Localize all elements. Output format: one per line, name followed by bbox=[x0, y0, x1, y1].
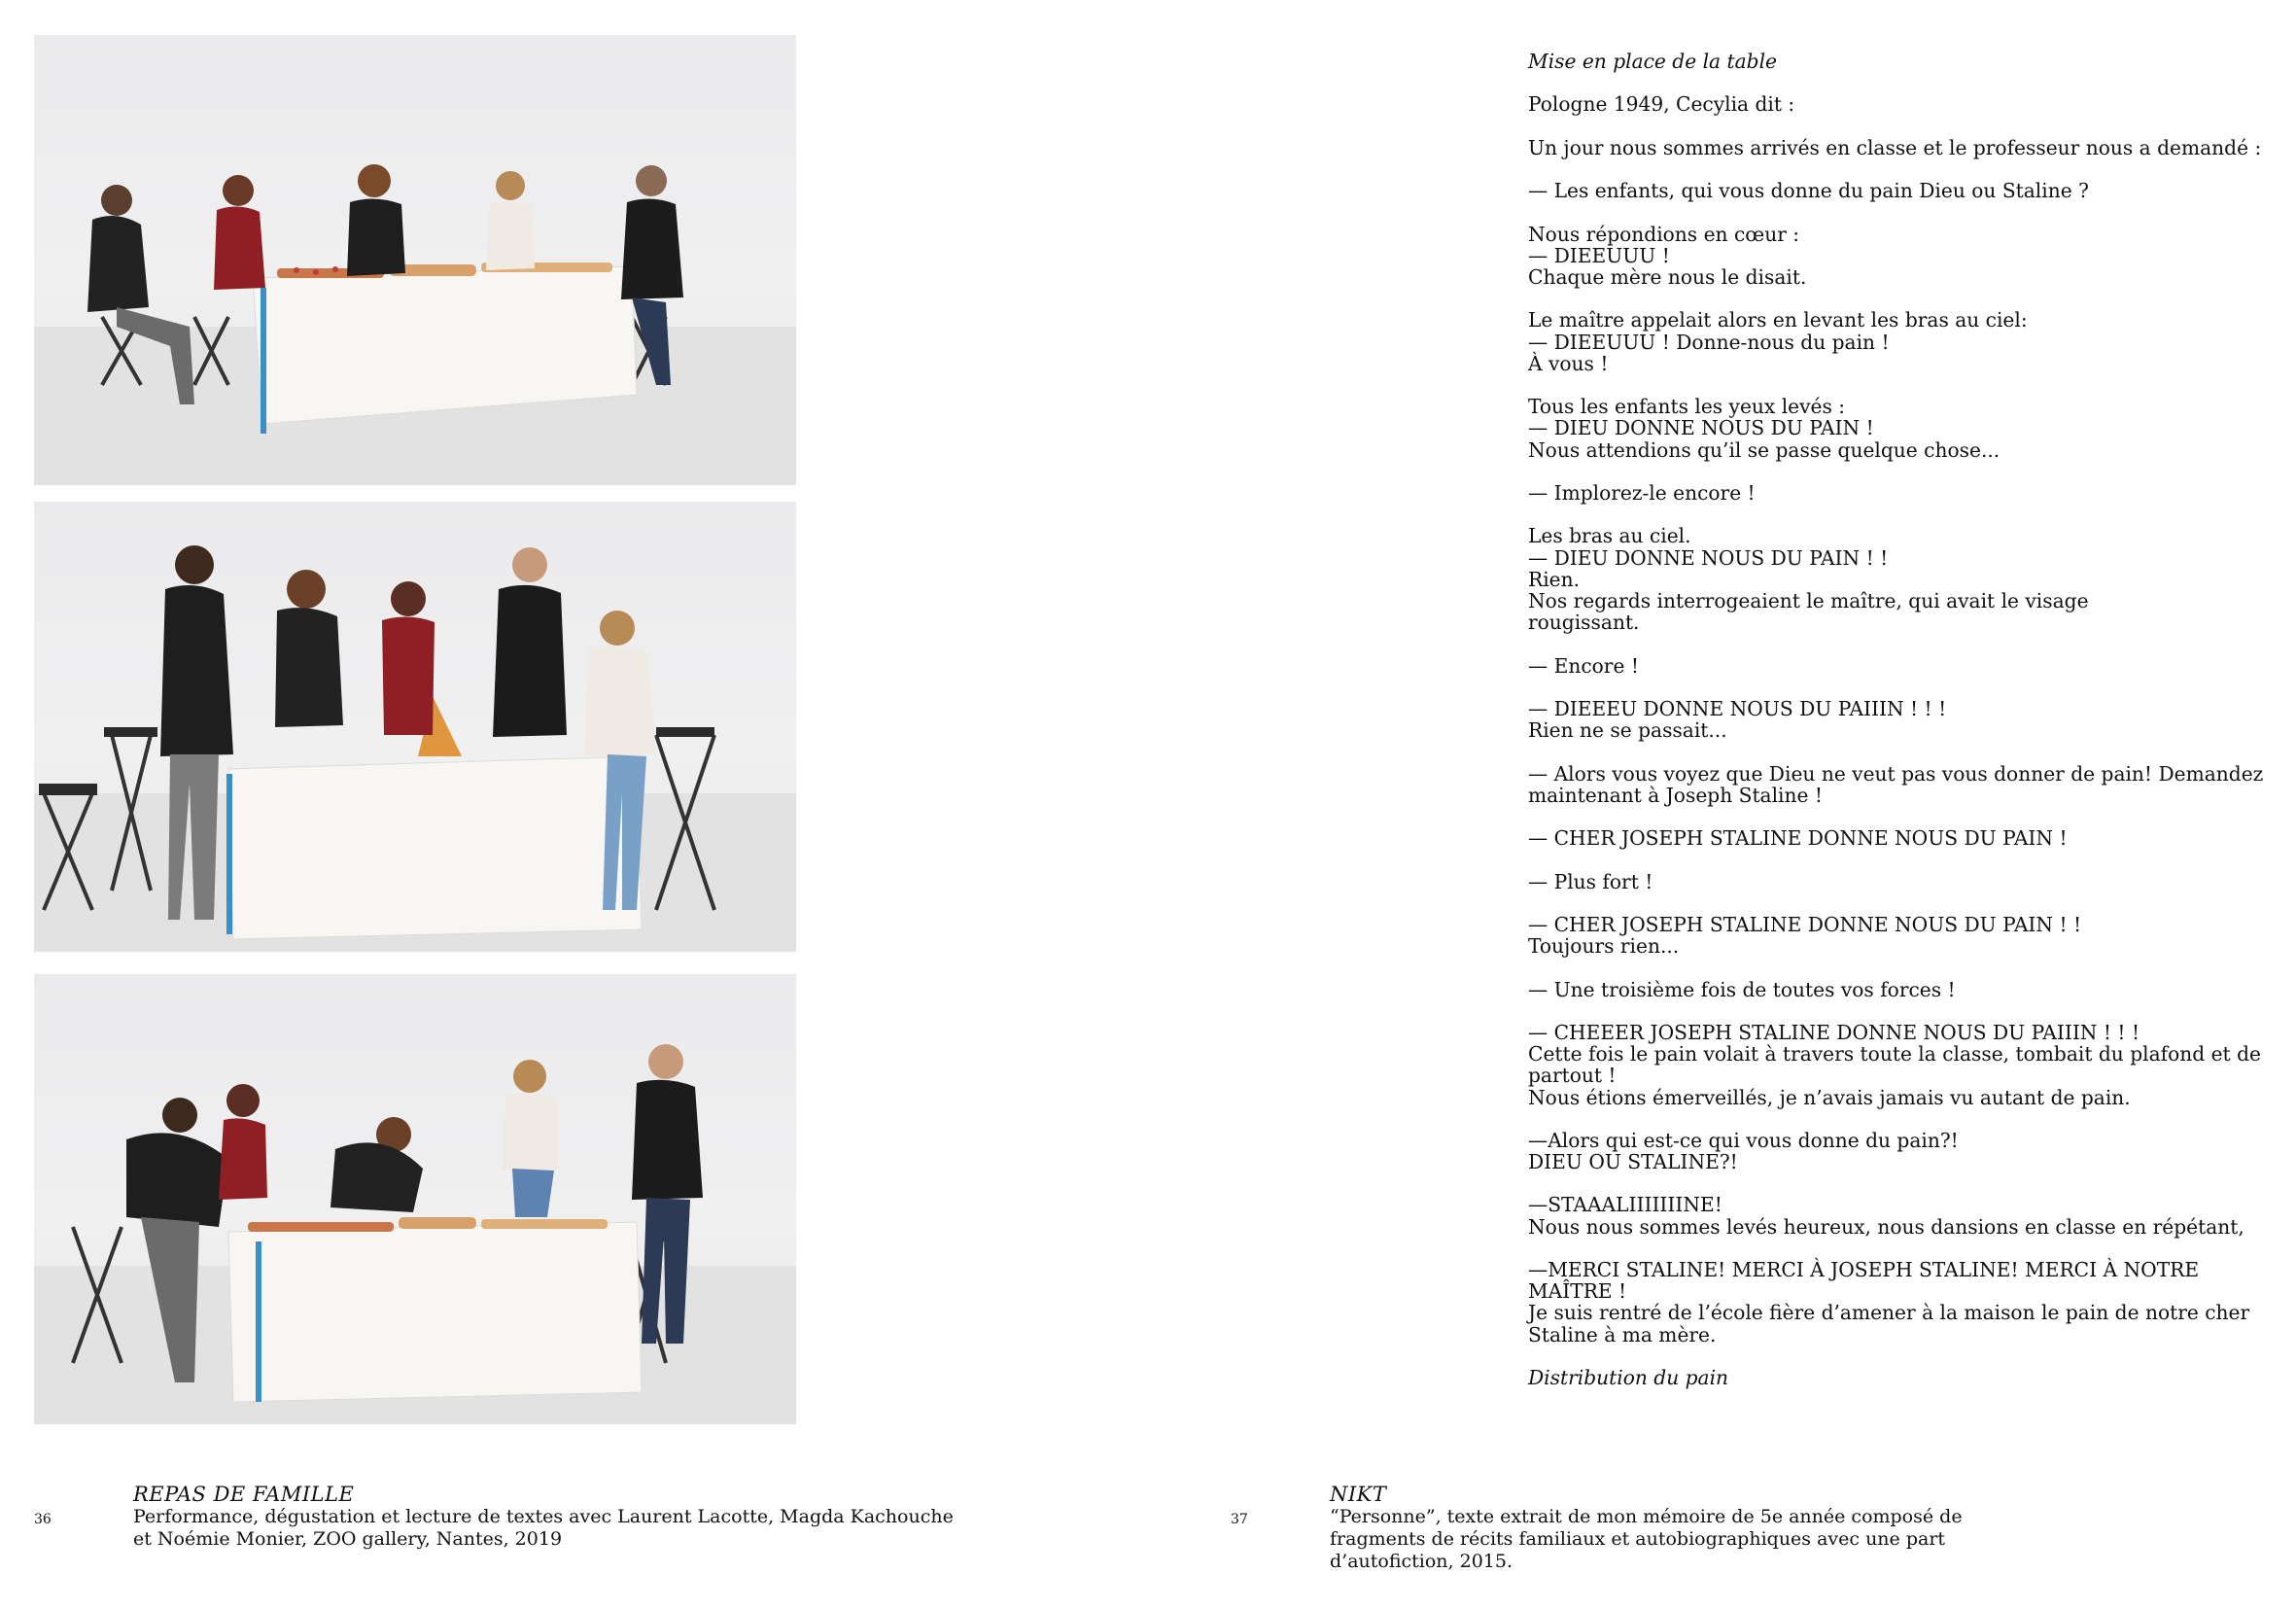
caption-left-title: REPAS DE FAMILLE bbox=[133, 1483, 355, 1506]
performance-photo-standing bbox=[34, 502, 796, 952]
story-paragraph: — Encore ! bbox=[1528, 653, 1639, 678]
story-paragraph: — Implorez-le encore ! bbox=[1528, 480, 1756, 505]
caption-right bbox=[1330, 1484, 2010, 1573]
story-paragraph: Tous les enfants les yeux levés : — DIEU DONNE NOUS DU PAIN ! Nous attendions qu’il se passe quelque chose... bbox=[1528, 395, 2000, 462]
caption-left bbox=[133, 1484, 969, 1551]
story-paragraph: — Les enfants, qui vous donne du pain Dieu ou Staline ? bbox=[1528, 179, 2089, 203]
story-paragraph: — CHEEER JOSEPH STALINE DONNE NOUS DU PAIIIN ! ! ! Cette fois le pain volait à travers toute la classe, tombait du plafond et de partout ! Nous étions émerveillés, je n’avais jamais vu autant de pain. bbox=[1528, 1020, 2261, 1109]
story-paragraph: — Plus fort ! bbox=[1528, 869, 1653, 893]
story-paragraph: —MERCI STALINE! MERCI À JOSEPH STALINE! MERCI À NOTRE MAÎTRE ! Je suis rentré de l’école fière d’amener à la maison le pain de notre cher Staline à ma mère. bbox=[1528, 1258, 2250, 1346]
caption-right-title: NIKT bbox=[1330, 1483, 1387, 1506]
story-paragraph: Nous répondions en cœur : — DIEEUUU ! Chaque mère nous le disait. bbox=[1528, 222, 1807, 289]
performance-photo-seated bbox=[34, 35, 796, 485]
caption-right-body: “Personne”, texte extrait de mon mémoire de 5e année composé de fragments de récits familiaux et autobiographiques avec une part d’autofiction, 2015. bbox=[1330, 1506, 1963, 1572]
story-paragraph: —STAAALIIIIIIINE! Nous nous sommes levés heureux, nous dansions en classe en répétant, bbox=[1528, 1193, 2244, 1239]
story-paragraph: Les bras au ciel. — DIEU DONNE NOUS DU PAIN ! ! Rien. Nos regards interrogeaient le maître, qui avait le visage rougissant. bbox=[1528, 524, 2089, 635]
story-closing: Distribution du pain bbox=[1528, 1366, 1729, 1390]
story-paragraph: — CHER JOSEPH STALINE DONNE NOUS DU PAIN ! bbox=[1528, 826, 2068, 851]
story-paragraph: Pologne 1949, Cecylia dit : bbox=[1528, 92, 1795, 117]
page-number-left: 36 bbox=[34, 1512, 52, 1527]
performance-photo-leaning bbox=[34, 974, 796, 1424]
story-paragraph: — CHER JOSEPH STALINE DONNE NOUS DU PAIN ! ! Toujours rien... bbox=[1528, 912, 2082, 959]
story-paragraph: — Alors vous voyez que Dieu ne veut pas vous donner de pain! Demandez maintenant à Joseph Staline ! bbox=[1528, 761, 2264, 807]
story-heading: Mise en place de la table bbox=[1528, 50, 1777, 73]
caption-left-body: Performance, dégustation et lecture de textes avec Laurent Lacotte, Magda Kachouche et Noémie Monier, ZOO gallery, Nantes, 2019 bbox=[133, 1506, 954, 1550]
story-text bbox=[1528, 51, 2286, 1410]
story-paragraph: — Une troisième fois de toutes vos forces ! bbox=[1528, 977, 1956, 1001]
story-paragraph: —Alors qui est-ce qui vous donne du pain?! DIEU OU STALINE?! bbox=[1528, 1128, 1959, 1174]
story-paragraph: — DIEEEU DONNE NOUS DU PAIIIN ! ! ! Rien ne se passait... bbox=[1528, 696, 1947, 743]
page-number-right: 37 bbox=[1231, 1512, 1248, 1527]
story-paragraph: Le maître appelait alors en levant les bras au ciel: — DIEEUUU ! Donne-nous du pain ! À vous ! bbox=[1528, 308, 2028, 375]
story-paragraph: Un jour nous sommes arrivés en classe et le professeur nous a demandé : bbox=[1528, 135, 2262, 159]
